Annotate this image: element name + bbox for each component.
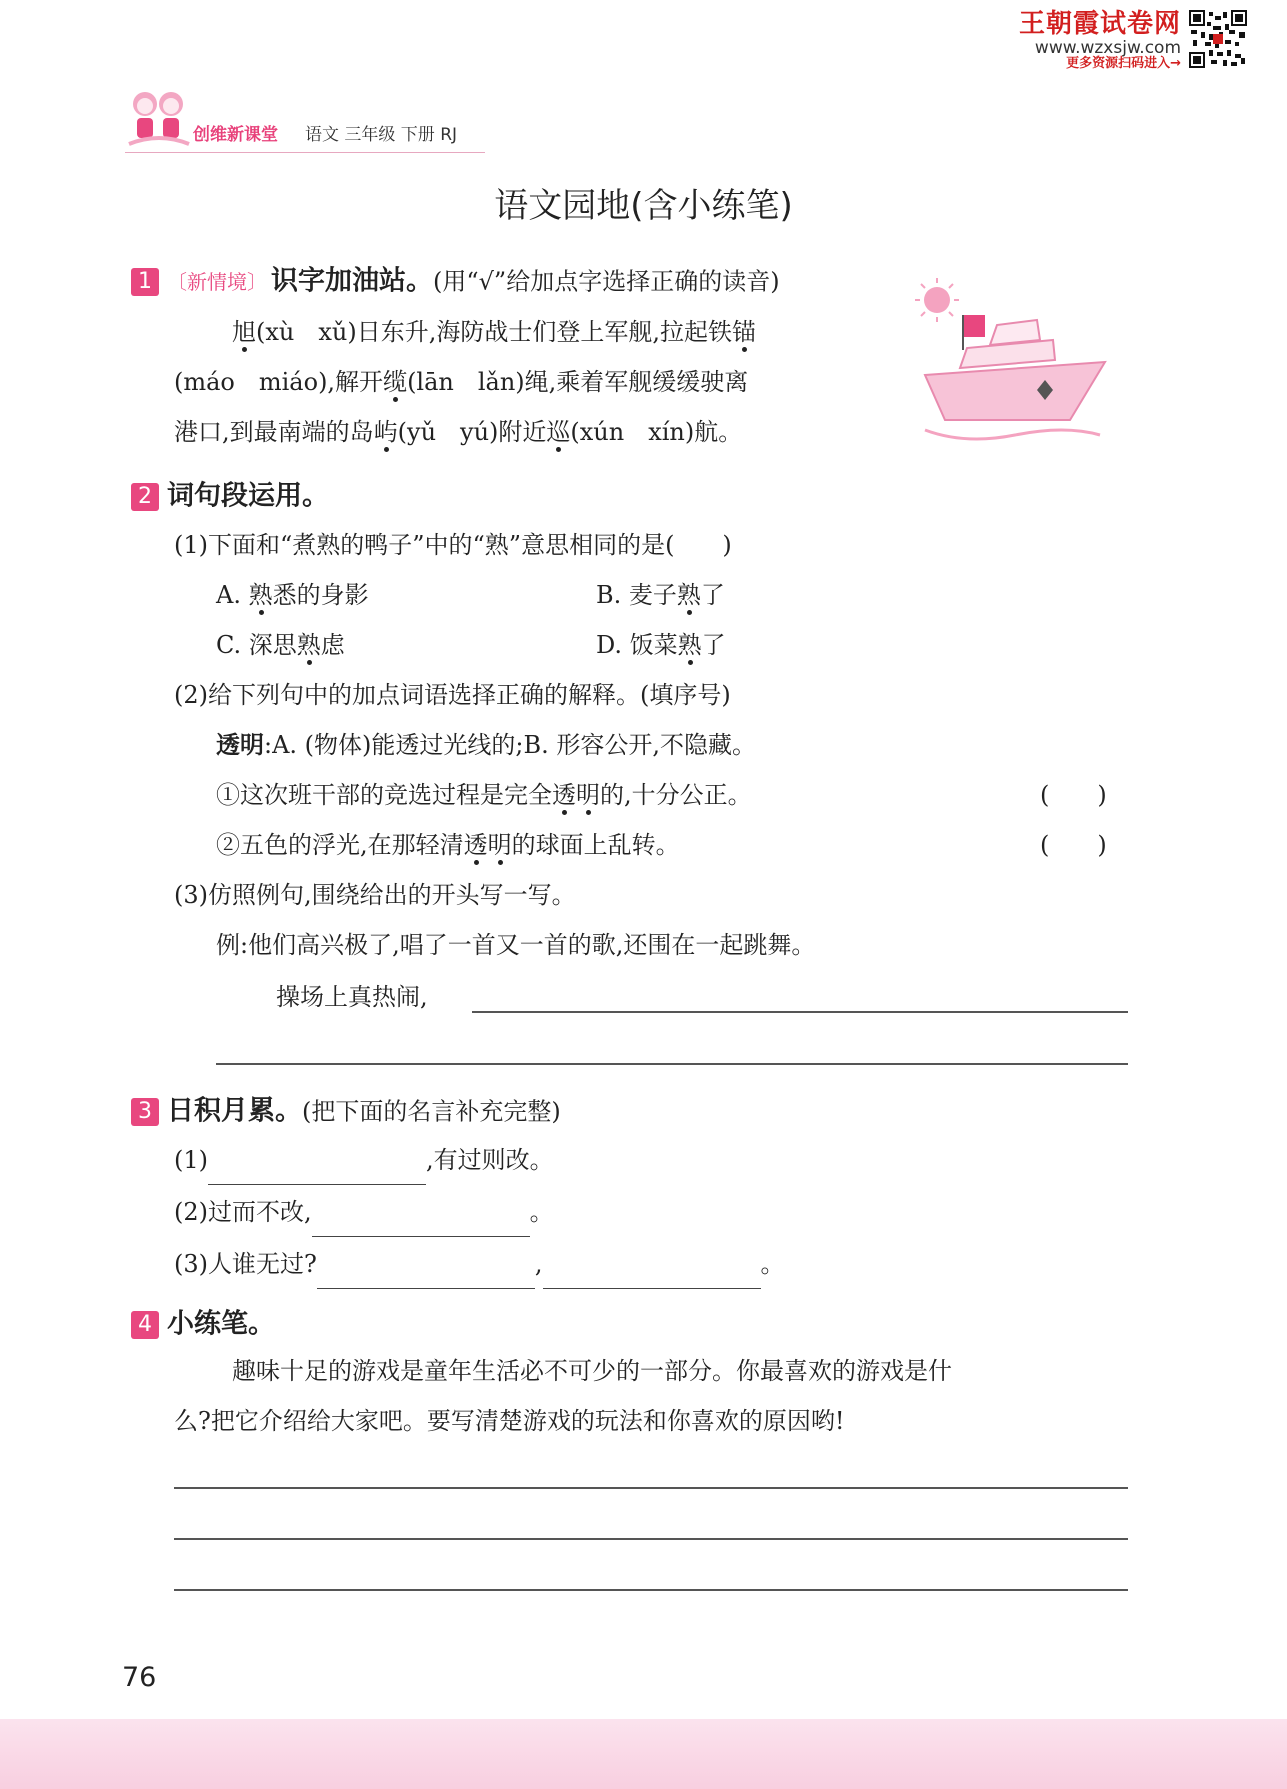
answer-line[interactable] (216, 1063, 1128, 1065)
text: D. 饭菜 (596, 631, 678, 659)
question-number: 1 (131, 268, 159, 296)
text: 了 (701, 631, 726, 659)
dotted-char: 锚 (731, 318, 756, 346)
text: (xún xín)航。 (570, 418, 743, 446)
dotted-char: 旭 (232, 318, 256, 346)
question-heading: 词句段运用。 (167, 480, 329, 512)
q1-line-1 (232, 307, 756, 357)
page-header (125, 88, 725, 158)
ship-illustration-icon (905, 270, 1115, 450)
question-2-header (131, 470, 329, 522)
question-4-header (131, 1298, 275, 1350)
dotted-char: 屿 (373, 418, 398, 446)
writing-line[interactable] (174, 1538, 1128, 1540)
text: ①这次班干部的竞选过程是完全 (216, 781, 552, 809)
footer-band (0, 1719, 1287, 1789)
dotted-char: 透 (552, 781, 576, 809)
option-c[interactable] (216, 620, 345, 670)
page-number: 76 (122, 1662, 157, 1693)
question-heading: 识字加油站。 (271, 265, 433, 297)
dotted-char: 熟 (248, 581, 273, 609)
fill-blank[interactable] (543, 1260, 761, 1289)
text: ②五色的浮光,在那轻清 (216, 831, 464, 859)
question-number: 3 (131, 1098, 159, 1126)
watermark (1019, 10, 1247, 72)
sentence-2 (216, 820, 680, 870)
dotted-char: 明 (576, 781, 600, 809)
fill-blank[interactable] (312, 1208, 530, 1237)
option-d[interactable] (596, 620, 726, 670)
text: (1) (174, 1146, 208, 1174)
text: B. 麦子 (596, 581, 677, 609)
text: C. 深思 (216, 631, 297, 659)
watermark-url[interactable]: www.wzxsjw.com (1034, 37, 1181, 58)
text: 悉的身影 (272, 581, 369, 609)
text: 虑 (320, 631, 345, 659)
fill-blank[interactable] (317, 1260, 535, 1289)
qr-code-icon[interactable] (1189, 10, 1247, 68)
text: (yǔ yú)附近 (397, 418, 547, 446)
text: 的球面上乱转。 (511, 831, 680, 859)
dotted-char: 熟 (296, 631, 321, 659)
dotted-char: 缆 (383, 368, 408, 396)
text: 港口,到最南端的岛 (174, 418, 374, 446)
defined-word: 透明 (216, 731, 264, 759)
answer-line[interactable] (472, 1011, 1128, 1013)
dotted-char: 明 (487, 831, 512, 859)
sun-icon (915, 278, 959, 322)
question-instruction: (用“√”给加点字选择正确的读音) (433, 267, 780, 296)
question-number: 2 (131, 483, 159, 511)
definition (216, 720, 756, 770)
kids-mascot-icon (125, 88, 193, 150)
option-b[interactable] (596, 570, 725, 620)
q2-part-2: (2)给下列句中的加点词语选择正确的解释。(填序号) (174, 681, 731, 709)
dotted-char: 熟 (677, 631, 702, 659)
option-a[interactable] (216, 570, 369, 620)
watermark-title: 王朝霞试卷网 (1018, 9, 1181, 39)
text: 。 (529, 1198, 554, 1226)
question-number: 4 (131, 1311, 159, 1339)
q3-item-1 (174, 1135, 554, 1185)
header-brand: 创维新课堂 (193, 125, 278, 145)
text: 的,十分公正。 (600, 781, 752, 809)
q4-prompt-line-2: 么?把它介绍给大家吧。要写清楚游戏的玩法和你喜欢的原因哟! (174, 1407, 845, 1435)
header-course: 语文 三年级 下册 RJ (305, 125, 458, 145)
text: (2)过而不改, (174, 1198, 312, 1226)
answer-paren-1[interactable]: ( ) (1040, 781, 1107, 809)
text: A. (216, 581, 249, 609)
text: (lān lǎn)绳,乘着军舰缓缓驶离 (407, 368, 749, 396)
question-3-header (131, 1085, 561, 1137)
q3-item-2 (174, 1187, 554, 1237)
q2-part-1: (1)下面和“煮熟的鸭子”中的“熟”意思相同的是( ) (174, 531, 732, 559)
dotted-char: 巡 (546, 418, 571, 446)
text: , (534, 1250, 543, 1278)
example-sentence: 例:他们高兴极了,唱了一首又一首的歌,还围在一起跳舞。 (216, 931, 816, 959)
sentence-1 (216, 770, 752, 820)
q2-part-3: (3)仿照例句,围绕给出的开头写一写。 (174, 881, 576, 909)
sentence-start: 操场上真热闹, (276, 983, 428, 1011)
writing-line[interactable] (174, 1589, 1128, 1591)
question-1-header (131, 255, 780, 307)
question-heading: 小练笔。 (167, 1308, 275, 1340)
q3-item-3 (174, 1239, 785, 1289)
q1-line-3 (174, 407, 742, 457)
text: (máo miáo),解开 (174, 368, 384, 396)
watermark-text (1019, 10, 1181, 72)
watermark-sub: 更多资源扫码进入→ (1066, 56, 1181, 72)
definition-text: :A. (物体)能透过光线的;B. 形容公开,不隐藏。 (264, 731, 757, 759)
question-heading: 日积月累。 (167, 1095, 302, 1127)
text: (3)人谁无过? (174, 1250, 317, 1278)
text: ,有过则改。 (426, 1146, 554, 1174)
q4-prompt-line-1: 趣味十足的游戏是童年生活必不可少的一部分。你最喜欢的游戏是什 (232, 1357, 952, 1385)
text: (xù xǔ)日东升,海防战士们登上军舰,拉起铁 (256, 318, 732, 346)
dotted-char: 熟 (676, 581, 701, 609)
q1-line-2 (174, 357, 748, 407)
writing-line[interactable] (174, 1487, 1128, 1489)
text: 了 (700, 581, 725, 609)
header-divider (125, 152, 485, 153)
situation-tag: 〔新情境〕 (167, 269, 267, 294)
page-title: 语文园地(含小练笔) (494, 186, 793, 226)
fill-blank[interactable] (208, 1156, 426, 1185)
question-instruction: (把下面的名言补充完整) (302, 1097, 561, 1126)
answer-paren-2[interactable]: ( ) (1040, 831, 1107, 859)
dotted-char: 透 (463, 831, 488, 859)
text: 。 (760, 1250, 785, 1278)
